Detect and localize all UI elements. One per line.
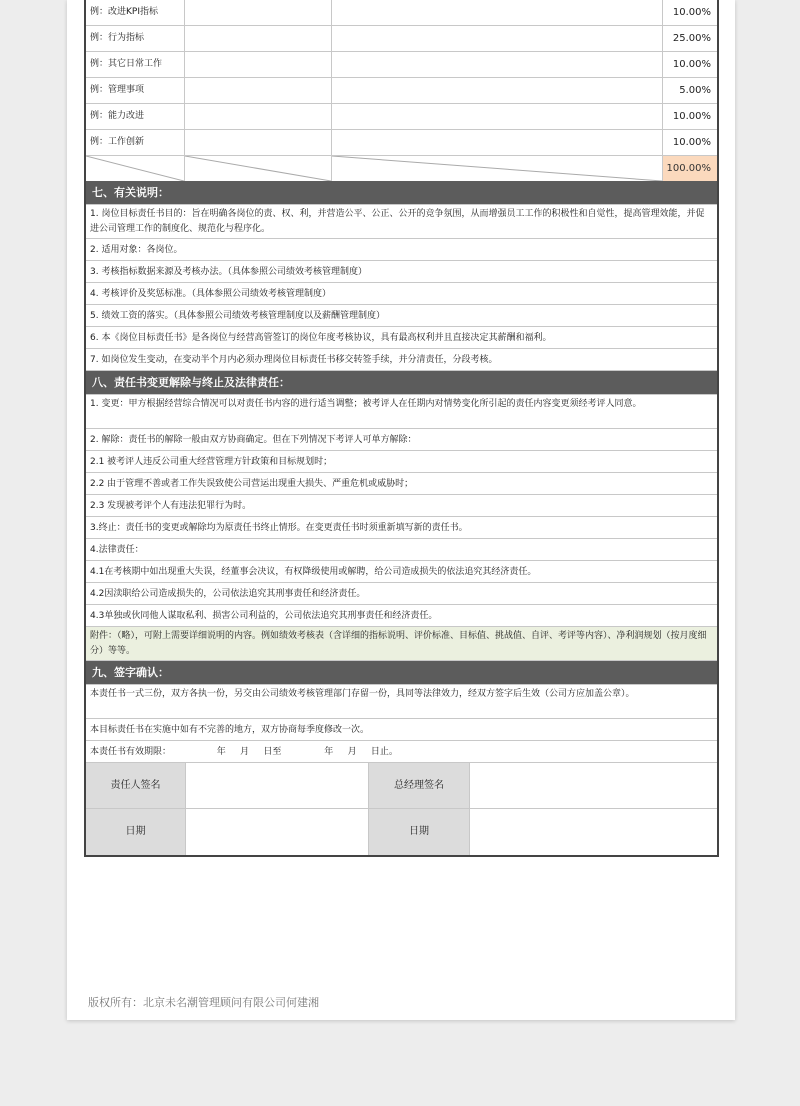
table-row xyxy=(86,52,717,78)
diagonal-cell xyxy=(86,156,185,181)
diagonal-cell xyxy=(185,156,332,181)
responsible-date-label: 日期 xyxy=(86,809,186,855)
kpi-cell-empty xyxy=(332,26,663,51)
section-7-line: 4. 考核评价及奖惩标准。（具体参照公司绩效考核管理制度） xyxy=(86,283,717,305)
manager-date-label: 日期 xyxy=(369,809,470,855)
kpi-cell-empty xyxy=(332,78,663,103)
signature-row xyxy=(86,763,717,809)
table-row xyxy=(86,104,717,130)
section-8-line: 1. 变更：甲方根据经营综合情况可以对责任书内容的进行适当调整；被考评人在任期内对情势变化所引起的责任内容变更须经考评人同意。 xyxy=(86,395,717,429)
validity-period-line: 本责任书有效期限： 年 月 日至 年 月 日止。 xyxy=(86,741,717,763)
responsibility-document xyxy=(84,0,719,857)
section-9-line: 本责任书一式三份，双方各执一份，另交由公司绩效考核管理部门存留一份，具同等法律效力，经双方签字后生效（公司方应加盖公章）。 xyxy=(86,685,717,719)
kpi-weight: 10.00% xyxy=(672,137,711,148)
kpi-label: 例：改进KPI指标 xyxy=(86,0,185,25)
kpi-total-row xyxy=(86,156,717,181)
kpi-cell-empty xyxy=(185,78,332,103)
attachment-note: 附件：（略），可附上需要详细说明的内容。例如绩效考核表（含详细的指标说明、评价标准、目标值、挑战值、自评、考评等内容）、净利润规划（按月度细分）等等。 xyxy=(86,627,717,661)
diagonal-cell xyxy=(332,156,663,181)
section-8-line: 4.3单独或伙同他人谋取私利、损害公司利益的，公司依法追究其刑事责任和经济责任。 xyxy=(86,605,717,627)
signature-table xyxy=(86,763,717,855)
section-7-header: 七、有关说明： xyxy=(86,181,717,205)
section-9-line: 本目标责任书在实施中如有不完善的地方，双方协商每季度修改一次。 xyxy=(86,719,717,741)
section-7-line: 6. 本《岗位目标责任书》是各岗位与经营高管签订的岗位年度考核协议，具有最高权利并且直接决定其薪酬和福利。 xyxy=(86,327,717,349)
kpi-label: 例：工作创新 xyxy=(86,130,185,155)
table-row xyxy=(86,26,717,52)
kpi-label: 例：行为指标 xyxy=(86,26,185,51)
kpi-weight: 10.00% xyxy=(672,7,711,18)
copyright-footer: 版权所有：北京未名潮管理顾问有限公司何建湘 xyxy=(88,996,319,1009)
kpi-cell-empty xyxy=(332,52,663,77)
section-8-line: 2.3 发现被考评个人有违法犯罪行为时。 xyxy=(86,495,717,517)
table-row xyxy=(86,0,717,26)
kpi-cell-empty xyxy=(332,104,663,129)
manager-date-field[interactable] xyxy=(470,809,717,855)
kpi-cell-empty xyxy=(185,130,332,155)
kpi-cell-empty xyxy=(185,104,332,129)
kpi-total-value: 100.00% xyxy=(663,156,717,181)
responsible-date-field[interactable] xyxy=(186,809,369,855)
kpi-weight: 5.00% xyxy=(679,85,711,96)
section-7-line: 2. 适用对象：各岗位。 xyxy=(86,239,717,261)
section-8-header: 八、责任书变更解除与终止及法律责任： xyxy=(86,371,717,395)
kpi-label: 例：其它日常工作 xyxy=(86,52,185,77)
kpi-cell-empty xyxy=(185,26,332,51)
table-row xyxy=(86,78,717,104)
section-7-line: 1. 岗位目标责任书目的：旨在明确各岗位的责、权、利，并营造公平、公正、公开的竞争氛围，从而增强员工工作的积极性和自觉性，提高管理效能，并促进公司管理工作的制度化、规范化与程序化。 xyxy=(86,205,717,239)
responsible-signature-label: 责任人签名 xyxy=(86,763,186,809)
section-8-line: 4.2因渎职给公司造成损失的，公司依法追究其刑事责任和经济责任。 xyxy=(86,583,717,605)
kpi-weight: 10.00% xyxy=(672,111,711,122)
section-9-header: 九、签字确认： xyxy=(86,661,717,685)
section-8-line: 4.1在考核期中如出现重大失误，经董事会决议，有权降级使用或解聘，给公司造成损失的依法追究其经济责任。 xyxy=(86,561,717,583)
kpi-weight: 25.00% xyxy=(672,33,711,44)
kpi-cell-empty xyxy=(185,0,332,25)
section-8-line: 3.终止：责任书的变更或解除均为原责任书终止情形。在变更责任书时须重新填写新的责任书。 xyxy=(86,517,717,539)
kpi-cell-empty xyxy=(332,0,663,25)
table-row xyxy=(86,130,717,156)
section-7-line: 3. 考核指标数据来源及考核办法。（具体参照公司绩效考核管理制度） xyxy=(86,261,717,283)
section-8-line: 2.1 被考评人违反公司重大经营管理方针政策和目标规划时； xyxy=(86,451,717,473)
kpi-weight: 10.00% xyxy=(672,59,711,70)
section-7-line: 5. 绩效工资的落实。（具体参照公司绩效考核管理制度以及薪酬管理制度） xyxy=(86,305,717,327)
section-8-line: 2. 解除：责任书的解除一般由双方协商确定。但在下列情况下考评人可单方解除： xyxy=(86,429,717,451)
responsible-signature-field[interactable] xyxy=(186,763,369,809)
section-8-line: 4.法律责任： xyxy=(86,539,717,561)
section-8-line: 2.2 由于管理不善或者工作失误致使公司营运出现重大损失、严重危机或威胁时； xyxy=(86,473,717,495)
section-7-line: 7. 如岗位发生变动，在变动半个月内必须办理岗位目标责任书移交转签手续，并分清责任，分段考核。 xyxy=(86,349,717,371)
kpi-label: 例：管理事项 xyxy=(86,78,185,103)
kpi-cell-empty xyxy=(185,52,332,77)
kpi-weight-table xyxy=(86,0,717,181)
kpi-label: 例：能力改进 xyxy=(86,104,185,129)
signature-row xyxy=(86,809,717,855)
manager-signature-label: 总经理签名 xyxy=(369,763,470,809)
kpi-cell-empty xyxy=(332,130,663,155)
manager-signature-field[interactable] xyxy=(470,763,717,809)
